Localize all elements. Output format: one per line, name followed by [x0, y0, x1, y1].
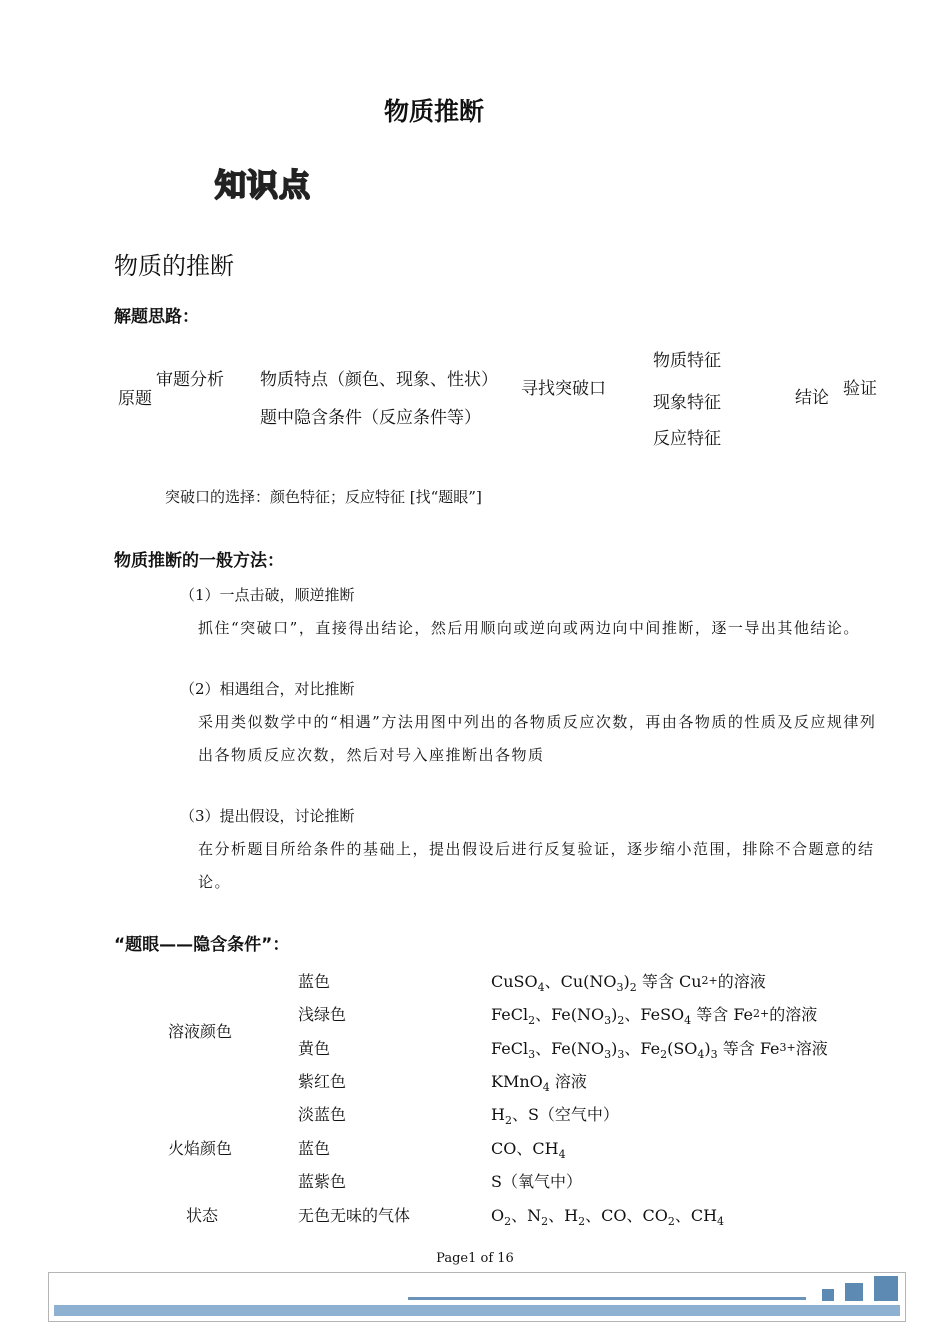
category-solution-color: 溶液颜色: [168, 1022, 233, 1041]
method-2-body-2: 出各物质反应次数，然后对号入座推断出各物质: [198, 746, 545, 764]
methods-label: 物质推断的一般方法：: [114, 551, 284, 571]
color-purple-red: 紫红色: [298, 1072, 347, 1091]
color-yellow: 黄色: [298, 1039, 331, 1058]
method-3-body-2: 论。: [198, 873, 232, 891]
hidden-conditions-label: “题眼——隐含条件”：: [114, 935, 290, 955]
strategy-label: 解题思路：: [114, 307, 199, 327]
section-heading: 物质的推断: [114, 252, 234, 280]
color-pale-blue: 淡蓝色: [298, 1105, 347, 1124]
flow-analyze: 审题分析: [156, 370, 224, 390]
category-flame-color: 火焰颜色: [168, 1139, 233, 1158]
desc-flame-blue: CO、$CH_4$: [491, 1139, 566, 1161]
method-2-body-1: 采用类似数学中的“相遇”方法用图中列出的各物质反应次数，再由各物质的性质及反应规律列: [198, 713, 877, 731]
color-flame-blue: 蓝色: [298, 1139, 331, 1158]
flow-feature-1: 物质特点（颜色、现象、性状）: [260, 370, 498, 390]
desc-blue-purple: S（氧气中）: [491, 1172, 582, 1191]
category-state: 状态: [186, 1206, 219, 1225]
footer-line: [408, 1297, 806, 1300]
desc-light-green: FeCl$_2$、$Fe(NO_3)_2$、FeSO$_4$ 等含 $Fe^{2+}$的溶液: [491, 1005, 818, 1027]
method-1-title: （1）一点击破，顺逆推断: [180, 586, 355, 604]
desc-yellow: FeCl$_3$、$Fe(NO_3)_3$、$Fe_2(SO_4)_3$ 等含 $Fe^{3+}$溶液: [491, 1039, 828, 1061]
section-badge: 知识点: [215, 168, 311, 204]
footer-square-large: [874, 1276, 898, 1301]
method-1-body: 抓住“突破口”，直接得出结论，然后用顺向或逆向或两边向中间推断，逐一导出其他结论。: [198, 619, 860, 637]
flow-conclusion: 结论: [795, 388, 829, 408]
page-number: Page1 of 16: [436, 1251, 514, 1266]
footer-bar: [54, 1305, 900, 1316]
flow-feature-2: 题中隐含条件（反应条件等）: [260, 408, 481, 428]
desc-colorless-gas: $O_2$、$N_2$、$H_2$、CO、$CO_2$、$CH_4$: [491, 1206, 725, 1228]
flow-char-2: 现象特征: [653, 393, 721, 413]
desc-purple-red: KMnO$_4$ 溶液: [491, 1072, 587, 1094]
flow-verify: 验证: [843, 379, 877, 399]
method-2-title: （2）相遇组合，对比推断: [180, 680, 355, 698]
page-title: 物质推断: [383, 97, 484, 126]
state-colorless-gas: 无色无味的气体: [298, 1206, 411, 1225]
color-light-green: 浅绿色: [298, 1005, 347, 1024]
method-3-title: （3）提出假设，讨论推断: [180, 807, 355, 825]
desc-pale-blue: $H_2$、S（空气中）: [491, 1105, 619, 1127]
method-3-body-1: 在分析题目所给条件的基础上，提出假设后进行反复验证，逐步缩小范围，排除不合题意的结: [198, 840, 875, 858]
flow-char-3: 反应特征: [653, 429, 721, 449]
flow-char-1: 物质特征: [653, 351, 721, 371]
flow-find: 寻找突破口: [521, 379, 606, 399]
color-blue-purple: 蓝紫色: [298, 1172, 347, 1191]
breakthrough-note: 突破口的选择：颜色特征；反应特征 [找“题眼”]: [165, 488, 482, 506]
desc-blue: CuSO$_4$、$Cu(NO_3)_2$ 等含 $Cu^{2+}$的溶液: [491, 972, 766, 994]
color-blue: 蓝色: [298, 972, 331, 991]
footer-square-medium: [845, 1283, 863, 1301]
flow-original: 原题: [118, 389, 152, 409]
footer-square-small: [822, 1289, 834, 1301]
